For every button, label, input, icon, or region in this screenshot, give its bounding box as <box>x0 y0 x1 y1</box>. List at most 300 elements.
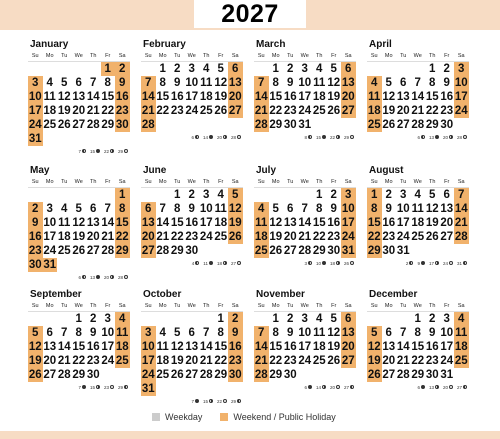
moon-phase <box>443 385 453 390</box>
day-cell: 24 <box>396 231 410 243</box>
day-cell: 7 <box>400 327 407 339</box>
day-cell-weekend: 19 <box>367 355 381 367</box>
month-june <box>141 164 243 282</box>
moon-phase <box>90 275 100 280</box>
weekday-label: Tu <box>400 53 407 59</box>
day-cell-weekend: 24 <box>454 105 468 117</box>
weekday-label: We <box>300 179 309 185</box>
weekday-label: We <box>413 53 422 59</box>
day-cell-weekend: 22 <box>115 231 129 243</box>
day-cell: 1 <box>316 189 323 201</box>
month-name: February <box>143 39 186 50</box>
last-quarter-moon-icon <box>463 261 467 265</box>
new-moon-icon <box>195 399 199 403</box>
day-cell: 23 <box>440 105 454 117</box>
moon-phase <box>118 149 128 154</box>
day-cell: 2 <box>443 63 450 75</box>
day-cell: 17 <box>298 91 312 103</box>
day-cell-weekend: 3 <box>454 62 469 76</box>
day-cell: 15 <box>411 341 425 353</box>
weekday-label: Tu <box>287 53 294 59</box>
day-cell: 5 <box>174 327 181 339</box>
day-cell: 26 <box>269 245 283 257</box>
day-cell: 20 <box>43 355 57 367</box>
day-cell: 4 <box>414 189 421 201</box>
day-cell: 5 <box>330 63 337 75</box>
day-cell: 11 <box>313 77 326 89</box>
empty-cell <box>101 188 116 202</box>
day-cell: 8 <box>104 77 111 89</box>
day-cell-weekend: 6 <box>341 62 356 76</box>
day-cell-weekend: 12 <box>367 341 381 353</box>
day-cell: 5 <box>61 77 68 89</box>
day-cell: 1 <box>174 189 181 201</box>
day-cell-weekend: 18 <box>254 231 268 243</box>
day-cell-weekend: 6 <box>228 62 243 76</box>
moon-phase <box>443 135 453 140</box>
day-cell-weekend: 25 <box>454 355 468 367</box>
moon-phase <box>316 385 326 390</box>
day-cell: 8 <box>316 203 323 215</box>
moon-phase-day: 3 <box>304 260 307 266</box>
day-cell: 8 <box>272 77 279 89</box>
new-moon-icon <box>435 135 439 139</box>
day-cell: 31 <box>298 119 312 131</box>
day-cell-weekend: 31 <box>28 133 42 145</box>
day-cell: 9 <box>90 327 97 339</box>
day-cell: 8 <box>217 327 224 339</box>
weekday-label: Sa <box>344 303 352 309</box>
day-cell: 9 <box>188 203 195 215</box>
day-cell: 11 <box>200 77 213 89</box>
day-cell: 2 <box>174 63 181 75</box>
empty-cell <box>72 62 87 76</box>
empty-cell <box>57 62 72 76</box>
day-cell: 19 <box>269 231 283 243</box>
last-quarter-moon-icon <box>82 149 86 153</box>
empty-cell <box>254 62 269 76</box>
day-cell-weekend: 5 <box>28 326 43 340</box>
day-cell-weekend: 4 <box>254 202 269 216</box>
day-cell: 8 <box>75 327 82 339</box>
day-cell: 3 <box>400 189 407 201</box>
day-cell: 19 <box>72 231 86 243</box>
day-cell: 30 <box>425 369 439 381</box>
day-cell: 18 <box>312 341 326 353</box>
day-cell: 28 <box>199 369 213 381</box>
month-may <box>28 164 130 282</box>
day-cell: 30 <box>283 119 297 131</box>
day-cell: 16 <box>283 91 297 103</box>
full-moon-icon <box>124 275 128 279</box>
day-cell-weekend: 27 <box>228 105 242 117</box>
day-cell: 21 <box>396 355 410 367</box>
moon-phase <box>217 261 227 266</box>
moon-phase-day: 20 <box>329 384 335 390</box>
empty-cell <box>411 62 426 76</box>
day-cell: 22 <box>214 355 228 367</box>
empty-cell <box>382 312 397 326</box>
full-moon-icon <box>449 385 453 389</box>
empty-cell <box>396 312 411 326</box>
weekday-label: Tu <box>61 179 68 185</box>
day-cell-weekend: 4 <box>454 312 469 326</box>
empty-cell <box>156 312 171 326</box>
weekday-label: Th <box>429 53 436 59</box>
day-cell-weekend: 9 <box>115 76 130 90</box>
day-cell-weekend: 25 <box>115 355 129 367</box>
day-cell-weekend: 25 <box>254 245 268 257</box>
weekday-header-row <box>141 178 243 187</box>
day-cell: 27 <box>440 231 454 243</box>
month-september <box>28 288 130 406</box>
moon-phase-day: 29 <box>343 134 349 140</box>
weekday-label: We <box>74 303 83 309</box>
moon-phase-day: 15 <box>89 148 95 154</box>
empty-cell <box>28 62 43 76</box>
day-cell: 12 <box>214 77 228 89</box>
day-grid <box>141 61 243 132</box>
moon-phase-day: 6 <box>417 134 420 140</box>
day-cell: 18 <box>57 231 71 243</box>
day-cell: 1 <box>429 63 436 75</box>
moon-phase-day: 4 <box>191 260 195 266</box>
day-cell: 18 <box>43 105 57 117</box>
weekday-header-row <box>367 178 469 187</box>
day-cell-weekend: 13 <box>228 77 242 89</box>
day-cell-weekend: 16 <box>115 91 129 103</box>
weekday-label: Tu <box>400 303 407 309</box>
day-cell: 30 <box>283 369 297 381</box>
day-cell: 1 <box>217 313 224 325</box>
day-cell-weekend: 20 <box>228 91 242 103</box>
moon-phases <box>254 133 356 141</box>
weekday-label: We <box>413 303 422 309</box>
month-december <box>367 288 469 406</box>
empty-cell <box>269 188 284 202</box>
weekday-label: Sa <box>118 303 126 309</box>
day-cell-weekend: 7 <box>254 76 269 90</box>
day-cell-weekend: 17 <box>141 355 155 367</box>
day-cell: 10 <box>185 77 199 89</box>
new-moon-icon <box>421 385 425 389</box>
moon-phases <box>367 133 469 141</box>
day-cell: 13 <box>185 341 199 353</box>
day-cell: 14 <box>101 217 115 229</box>
day-cell: 22 <box>269 105 283 117</box>
day-cell: 26 <box>72 245 86 257</box>
day-cell-weekend: 20 <box>341 91 355 103</box>
weekday-label: Th <box>90 303 97 309</box>
weekday-label: Fr <box>331 53 337 59</box>
weekday-label: We <box>413 179 422 185</box>
day-grid <box>254 61 356 132</box>
day-cell: 8 <box>429 77 436 89</box>
month-name: September <box>30 289 82 300</box>
month-name: June <box>143 165 167 176</box>
empty-cell <box>396 62 411 76</box>
day-cell: 9 <box>330 203 337 215</box>
day-cell: 7 <box>203 327 210 339</box>
day-cell: 11 <box>214 203 227 215</box>
new-moon-icon <box>209 261 213 265</box>
full-moon-icon <box>124 149 128 153</box>
day-cell: 14 <box>298 217 312 229</box>
moon-phase-day: 20 <box>442 384 448 390</box>
day-cell: 14 <box>396 341 410 353</box>
first-quarter-moon-icon <box>223 261 227 265</box>
day-cell: 24 <box>199 231 213 243</box>
weekday-label: We <box>300 53 309 59</box>
day-cell-weekend: 4 <box>115 312 130 326</box>
empty-cell <box>86 62 101 76</box>
day-cell-weekend: 23 <box>228 355 242 367</box>
day-cell: 16 <box>185 217 199 229</box>
moon-phase <box>417 135 425 140</box>
day-cell: 4 <box>217 189 224 201</box>
day-cell: 31 <box>440 369 454 381</box>
moon-phase-day: 6 <box>417 384 420 390</box>
weekday-label: Su <box>257 53 265 59</box>
day-cell: 12 <box>327 327 341 339</box>
day-cell: 24 <box>43 245 57 257</box>
day-cell: 12 <box>327 77 341 89</box>
day-cell: 9 <box>174 77 181 89</box>
moon-phase <box>231 399 241 404</box>
moon-phase-day: 22 <box>103 148 109 154</box>
day-cell-weekend: 18 <box>367 105 381 117</box>
day-cell: 11 <box>411 203 424 215</box>
day-cell: 19 <box>425 217 439 229</box>
moon-phase-day: 6 <box>191 134 194 140</box>
day-cell: 30 <box>440 119 454 131</box>
weekday-label: Sa <box>231 53 239 59</box>
day-cell: 1 <box>159 63 166 75</box>
month-november <box>254 288 356 406</box>
moon-phases <box>28 273 130 281</box>
day-cell: 25 <box>214 231 228 243</box>
weekday-label: Sa <box>344 53 352 59</box>
day-cell: 2 <box>287 313 294 325</box>
weekday-label: We <box>187 53 196 59</box>
day-cell: 12 <box>425 203 439 215</box>
moon-phase <box>217 135 227 140</box>
empty-cell <box>141 188 156 202</box>
day-cell: 27 <box>283 245 297 257</box>
day-grid <box>254 311 356 382</box>
day-cell: 16 <box>425 341 439 353</box>
day-cell: 29 <box>170 245 184 257</box>
weekday-label: Fr <box>444 303 450 309</box>
day-cell: 11 <box>43 91 56 103</box>
day-cell: 15 <box>214 341 228 353</box>
full-moon-icon <box>336 385 340 389</box>
day-cell-weekend: 28 <box>254 369 268 381</box>
day-cell: 8 <box>159 77 166 89</box>
day-cell: 25 <box>411 231 425 243</box>
day-cell: 10 <box>199 203 213 215</box>
day-cell-weekend: 11 <box>255 217 268 229</box>
empty-cell <box>283 188 298 202</box>
day-cell: 20 <box>283 231 297 243</box>
day-cell: 26 <box>327 355 341 367</box>
empty-cell <box>43 312 58 326</box>
day-cell: 15 <box>312 217 326 229</box>
day-cell: 7 <box>301 203 308 215</box>
weekday-label: Su <box>31 303 39 309</box>
day-cell: 21 <box>156 231 170 243</box>
new-moon-icon <box>322 135 326 139</box>
day-cell: 27 <box>43 369 57 381</box>
moon-phase <box>316 135 326 140</box>
empty-cell <box>254 312 269 326</box>
moon-phase <box>330 135 340 140</box>
weekday-label: We <box>74 53 83 59</box>
moon-phase-day: 28 <box>117 274 123 280</box>
day-cell: 25 <box>312 105 326 117</box>
day-cell: 13 <box>396 91 410 103</box>
day-cell-weekend: 30 <box>228 369 242 381</box>
day-cell-weekend: 16 <box>228 341 242 353</box>
weekday-label: Su <box>370 53 378 59</box>
day-cell: 19 <box>382 105 396 117</box>
weekday-header-row <box>367 302 469 311</box>
moon-phase-day: 24 <box>442 260 448 266</box>
empty-cell <box>57 188 72 202</box>
moon-phases <box>141 133 243 141</box>
day-cell: 12 <box>57 91 71 103</box>
moon-phase <box>304 261 312 266</box>
weekday-label: Fr <box>105 179 111 185</box>
day-cell-weekend: 24 <box>28 119 42 131</box>
day-cell: 6 <box>443 189 450 201</box>
day-cell: 27 <box>72 119 86 131</box>
day-cell: 14 <box>411 91 425 103</box>
day-cell: 7 <box>414 77 421 89</box>
moon-phase <box>417 261 425 266</box>
weekday-label: Sa <box>231 179 239 185</box>
weekday-header-row <box>141 302 243 311</box>
day-cell: 6 <box>287 203 294 215</box>
moon-phase <box>90 385 100 390</box>
full-moon-icon <box>110 385 114 389</box>
weekday-label: Mo <box>271 303 280 309</box>
moon-phases <box>367 383 469 391</box>
weekday-label: Fr <box>331 179 337 185</box>
moon-phase-day: 27 <box>230 260 236 266</box>
weekday-label: Su <box>257 303 265 309</box>
day-cell: 17 <box>298 341 312 353</box>
day-grid <box>141 311 243 396</box>
day-cell: 22 <box>411 355 425 367</box>
legend-weekend-label: Weekend / Public Holiday <box>233 412 336 422</box>
weekday-label: Th <box>90 53 97 59</box>
day-cell: 10 <box>43 217 57 229</box>
first-quarter-moon-icon <box>435 385 439 389</box>
full-moon-icon <box>350 261 354 265</box>
day-cell: 2 <box>330 189 337 201</box>
day-cell: 8 <box>272 327 279 339</box>
day-cell: 5 <box>75 203 82 215</box>
day-cell: 19 <box>214 91 228 103</box>
day-cell-weekend: 25 <box>367 119 381 131</box>
day-cell-weekend: 20 <box>141 231 155 243</box>
weekday-label: Th <box>429 179 436 185</box>
weekday-label: Tu <box>400 179 407 185</box>
moon-phase-day: 22 <box>329 134 335 140</box>
first-quarter-moon-icon <box>223 135 227 139</box>
month-january <box>28 38 130 156</box>
day-cell: 20 <box>382 355 396 367</box>
weekday-label: Su <box>370 303 378 309</box>
day-cell: 4 <box>61 203 68 215</box>
day-cell-weekend: 13 <box>141 217 155 229</box>
day-cell: 21 <box>101 231 115 243</box>
day-cell: 15 <box>156 91 170 103</box>
month-name: December <box>369 289 418 300</box>
day-cell-weekend: 18 <box>454 341 468 353</box>
weekday-label: Sa <box>118 53 126 59</box>
moon-phase <box>231 135 241 140</box>
full-moon-icon <box>350 135 354 139</box>
moon-phases <box>141 259 243 267</box>
day-cell: 22 <box>72 355 86 367</box>
day-cell: 10 <box>101 327 115 339</box>
day-cell: 23 <box>170 105 184 117</box>
empty-cell <box>86 188 101 202</box>
last-quarter-moon-icon <box>409 261 413 265</box>
moon-phase-day: 28 <box>456 134 462 140</box>
moon-phase <box>104 385 114 390</box>
weekday-header-row <box>28 178 130 187</box>
weekday-label: Mo <box>384 53 393 59</box>
day-cell: 16 <box>382 217 396 229</box>
day-cell-weekend: 2 <box>115 62 130 76</box>
day-cell: 26 <box>382 119 396 131</box>
empty-cell <box>367 62 382 76</box>
day-cell: 20 <box>86 231 100 243</box>
last-quarter-moon-icon <box>82 275 86 279</box>
day-cell-weekend: 11 <box>455 327 468 339</box>
day-cell: 10 <box>440 327 454 339</box>
day-cell: 15 <box>425 91 439 103</box>
day-cell-weekend: 26 <box>367 369 381 381</box>
first-quarter-moon-icon <box>110 275 114 279</box>
day-cell: 16 <box>327 217 341 229</box>
day-cell-weekend: 7 <box>141 76 156 90</box>
day-cell-weekend: 15 <box>115 217 129 229</box>
day-cell: 23 <box>283 355 297 367</box>
day-cell: 19 <box>170 355 184 367</box>
last-quarter-moon-icon <box>124 385 128 389</box>
day-cell: 12 <box>382 91 396 103</box>
weekday-label: Tu <box>287 303 294 309</box>
day-cell-weekend: 12 <box>28 341 42 353</box>
month-july <box>254 164 356 282</box>
day-cell-weekend: 28 <box>454 231 468 243</box>
weekday-label: Su <box>31 53 39 59</box>
day-cell: 24 <box>440 355 454 367</box>
day-cell: 22 <box>156 105 170 117</box>
empty-cell <box>28 188 43 202</box>
day-cell: 10 <box>298 77 312 89</box>
month-october <box>141 288 243 406</box>
day-cell-weekend: 21 <box>141 105 155 117</box>
bottom-band <box>0 431 500 439</box>
weekday-label: Mo <box>271 179 280 185</box>
weekday-label: Th <box>203 303 210 309</box>
moon-phase <box>203 261 213 266</box>
